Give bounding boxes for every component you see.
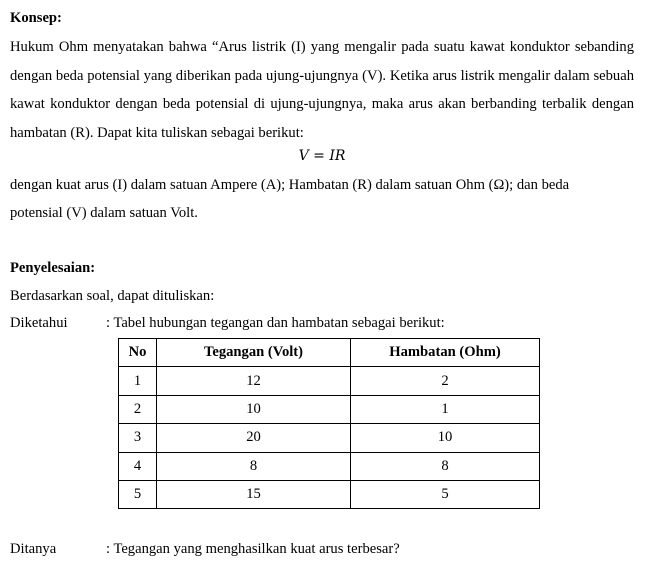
cell-no: 3 bbox=[119, 424, 157, 452]
penyelesaian-intro: Berdasarkan soal, dapat dituliskan: bbox=[10, 288, 215, 304]
diketahui-value: : Tabel hubungan tegangan dan hambatan sebagai berikut: bbox=[106, 315, 445, 331]
table-row bbox=[119, 367, 540, 395]
cell-tegangan: 12 bbox=[157, 367, 351, 395]
table-row bbox=[119, 480, 540, 508]
header-hambatan: Hambatan (Ohm) bbox=[351, 339, 540, 367]
konsep-heading: Konsep: bbox=[10, 10, 62, 26]
cell-hambatan: 10 bbox=[351, 424, 540, 452]
konsep-paragraph: Hukum Ohm menyatakan bahwa “Arus listrik (I) yang mengalir pada suatu kawat konduktor sebanding dengan beda potensial yang diberikan pada ujung-ujungnya (V). Ketika arus listrik mengalir dalam sebuah kawat konduktor dengan beda potensial di ujung-ujungnya, maka arus akan berbanding terbalik dengan hambatan (R). Dapat kita tuliskan sebagai berikut: bbox=[10, 39, 634, 141]
table-row bbox=[119, 452, 540, 480]
cell-no: 1 bbox=[119, 367, 157, 395]
units-line-1: dengan kuat arus (I) dalam satuan Ampere (A); Hambatan (R) dalam satuan Ohm (Ω); dan beda bbox=[10, 177, 570, 193]
cell-hambatan: 5 bbox=[351, 480, 540, 508]
cell-tegangan: 8 bbox=[157, 452, 351, 480]
cell-no: 2 bbox=[119, 395, 157, 423]
voltage-resistance-table bbox=[118, 338, 540, 509]
ohm-formula: V = IR bbox=[298, 148, 346, 164]
table-header-row bbox=[119, 339, 540, 367]
ditanya-value: : Tegangan yang menghasilkan kuat arus terbesar? bbox=[106, 541, 400, 557]
diketahui-label: Diketahui bbox=[10, 315, 68, 331]
header-no: No bbox=[119, 339, 157, 367]
ditanya-label: Ditanya bbox=[10, 541, 57, 557]
cell-tegangan: 15 bbox=[157, 480, 351, 508]
table-row bbox=[119, 424, 540, 452]
units-line-2: potensial (V) dalam satuan Volt. bbox=[10, 205, 198, 221]
cell-hambatan: 1 bbox=[351, 395, 540, 423]
cell-hambatan: 8 bbox=[351, 452, 540, 480]
table-row bbox=[119, 395, 540, 423]
cell-no: 4 bbox=[119, 452, 157, 480]
penyelesaian-heading: Penyelesaian: bbox=[10, 260, 96, 276]
cell-hambatan: 2 bbox=[351, 367, 540, 395]
cell-no: 5 bbox=[119, 480, 157, 508]
cell-tegangan: 10 bbox=[157, 395, 351, 423]
cell-tegangan: 20 bbox=[157, 424, 351, 452]
header-tegangan: Tegangan (Volt) bbox=[157, 339, 351, 367]
